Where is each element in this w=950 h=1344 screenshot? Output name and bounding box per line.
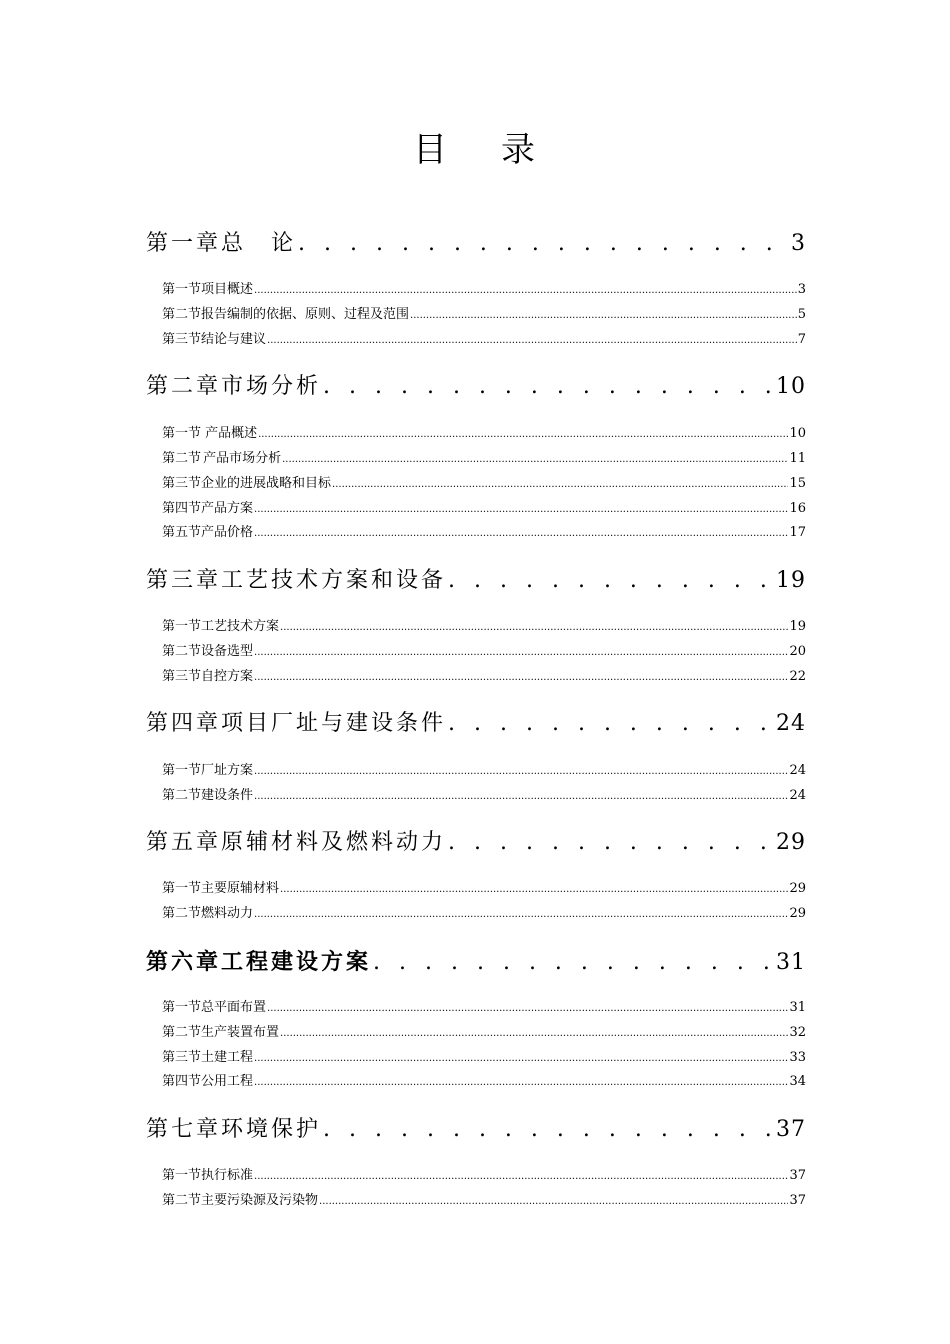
section-entry[interactable] bbox=[162, 642, 806, 663]
dot-leader bbox=[448, 566, 772, 596]
chapter-entry[interactable] bbox=[146, 372, 806, 402]
section-title: 设备选型 bbox=[201, 644, 254, 659]
section-number: 第一节 bbox=[162, 1168, 202, 1183]
section-page: 10 bbox=[789, 426, 806, 441]
section-entry[interactable] bbox=[162, 474, 806, 495]
section-page: 33 bbox=[789, 1050, 806, 1065]
section-page: 22 bbox=[789, 669, 806, 684]
section-entry[interactable] bbox=[162, 1072, 806, 1093]
dot-leader bbox=[254, 524, 788, 544]
section-page: 16 bbox=[789, 501, 806, 516]
dot-leader bbox=[267, 999, 788, 1019]
section-number: 第二节 bbox=[162, 906, 202, 921]
chapter-entry[interactable] bbox=[146, 947, 806, 978]
section-title: 燃料动力 bbox=[201, 906, 254, 921]
section-page: 15 bbox=[789, 476, 806, 491]
section-entry[interactable] bbox=[162, 879, 806, 900]
section-entry[interactable] bbox=[162, 786, 806, 807]
chapter-number: 第六章 bbox=[146, 949, 222, 975]
page-title bbox=[0, 126, 950, 174]
section-entry[interactable] bbox=[162, 761, 806, 782]
chapter-entry[interactable] bbox=[146, 229, 806, 259]
chapter-number: 第五章 bbox=[146, 830, 222, 855]
section-page: 20 bbox=[789, 644, 806, 659]
section-entry[interactable] bbox=[162, 667, 806, 688]
chapter-entry[interactable] bbox=[146, 566, 806, 596]
section-entry[interactable] bbox=[162, 998, 806, 1019]
dot-leader bbox=[373, 948, 772, 978]
chapter-number: 第一章 bbox=[146, 231, 222, 256]
section-number: 第二节 bbox=[162, 1193, 202, 1208]
section-title: 生产装置布置 bbox=[201, 1025, 280, 1040]
section-page: 32 bbox=[789, 1025, 806, 1040]
section-number: 第一节 bbox=[162, 426, 202, 441]
dot-leader bbox=[254, 762, 788, 782]
chapter-title: 工程建设方案 bbox=[221, 949, 372, 975]
section-title: 主要原辅材料 bbox=[201, 881, 280, 896]
section-entry[interactable] bbox=[162, 523, 806, 544]
dot-leader bbox=[280, 880, 788, 900]
section-title: 产品方案 bbox=[201, 501, 254, 516]
chapter-title: 市场分析 bbox=[221, 374, 322, 399]
dot-leader bbox=[258, 425, 788, 445]
title-char-1: 目 bbox=[413, 130, 449, 170]
dot-leader bbox=[254, 787, 788, 807]
dot-leader bbox=[254, 1167, 788, 1187]
chapter-page: 19 bbox=[776, 568, 806, 593]
section-entry[interactable] bbox=[162, 330, 806, 351]
section-number: 第一节 bbox=[162, 619, 202, 634]
section-page: 7 bbox=[797, 332, 806, 347]
section-entry[interactable] bbox=[162, 280, 806, 301]
section-title: 报告编制的依据、原则、过程及范围 bbox=[201, 307, 410, 322]
dot-leader bbox=[254, 643, 788, 663]
dot-leader bbox=[319, 1192, 788, 1212]
chapter-number: 第四章 bbox=[146, 711, 222, 736]
dot-leader bbox=[267, 331, 797, 351]
section-number: 第三节 bbox=[162, 476, 202, 491]
chapter-number: 第三章 bbox=[146, 568, 222, 593]
section-number: 第四节 bbox=[162, 1074, 202, 1089]
section-entry[interactable] bbox=[162, 1166, 806, 1187]
dot-leader bbox=[254, 905, 788, 925]
dot-leader bbox=[254, 1073, 788, 1093]
section-number: 第一节 bbox=[162, 282, 202, 297]
dot-leader bbox=[298, 229, 787, 259]
section-entry[interactable] bbox=[162, 424, 806, 445]
chapter-entry[interactable] bbox=[146, 709, 806, 739]
dot-leader bbox=[254, 500, 788, 520]
section-title: 自控方案 bbox=[201, 669, 254, 684]
dot-leader bbox=[280, 1024, 788, 1044]
section-title: 公用工程 bbox=[201, 1074, 254, 1089]
section-entry[interactable] bbox=[162, 1023, 806, 1044]
dot-leader bbox=[254, 1049, 788, 1069]
section-title: 土建工程 bbox=[201, 1050, 254, 1065]
chapter-page: 24 bbox=[776, 711, 806, 736]
section-number: 第三节 bbox=[162, 1050, 202, 1065]
section-number: 第二节 bbox=[162, 307, 202, 322]
chapter-title: 总 论 bbox=[221, 231, 297, 256]
section-page: 24 bbox=[789, 763, 806, 778]
section-number: 第一节 bbox=[162, 1000, 202, 1015]
title-char-2: 录 bbox=[501, 130, 537, 170]
section-title: 执行标准 bbox=[201, 1168, 254, 1183]
section-number: 第三节 bbox=[162, 332, 202, 347]
chapter-page: 29 bbox=[776, 830, 806, 855]
chapter-page: 3 bbox=[791, 231, 806, 256]
section-entry[interactable] bbox=[162, 305, 806, 326]
dot-leader bbox=[448, 709, 772, 739]
section-number: 第二节 bbox=[162, 644, 202, 659]
chapter-title: 原辅材料及燃料动力 bbox=[221, 830, 447, 855]
chapter-number: 第七章 bbox=[146, 1117, 222, 1142]
section-number: 第四节 bbox=[162, 501, 202, 516]
section-page: 17 bbox=[789, 525, 806, 540]
section-page: 29 bbox=[789, 906, 806, 921]
section-entry[interactable] bbox=[162, 904, 806, 925]
section-page: 34 bbox=[789, 1074, 806, 1089]
section-title: 工艺技术方案 bbox=[201, 619, 280, 634]
section-page: 19 bbox=[789, 619, 806, 634]
dot-leader bbox=[254, 668, 788, 688]
section-number: 第一节 bbox=[162, 763, 202, 778]
section-title: 产品价格 bbox=[201, 525, 254, 540]
section-page: 31 bbox=[789, 1000, 806, 1015]
dot-leader bbox=[332, 475, 788, 495]
section-entry[interactable] bbox=[162, 1048, 806, 1069]
section-title: 产品市场分析 bbox=[203, 451, 282, 466]
section-number: 第五节 bbox=[162, 525, 202, 540]
section-number: 第二节 bbox=[162, 451, 202, 466]
chapter-entry[interactable] bbox=[146, 828, 806, 858]
section-page: 24 bbox=[789, 788, 806, 803]
section-entry[interactable] bbox=[162, 499, 806, 520]
section-page: 3 bbox=[797, 282, 806, 297]
dot-leader bbox=[410, 306, 797, 326]
section-number: 第二节 bbox=[162, 1025, 202, 1040]
chapter-page: 10 bbox=[776, 374, 806, 399]
chapter-title: 环境保护 bbox=[221, 1117, 322, 1142]
dot-leader bbox=[282, 450, 788, 470]
chapter-entry[interactable] bbox=[146, 1115, 806, 1145]
section-number: 第一节 bbox=[162, 881, 202, 896]
section-number: 第二节 bbox=[162, 788, 202, 803]
section-title: 结论与建议 bbox=[201, 332, 267, 347]
section-title: 项目概述 bbox=[201, 282, 254, 297]
section-title: 厂址方案 bbox=[201, 763, 254, 778]
section-page: 37 bbox=[789, 1168, 806, 1183]
section-entry[interactable] bbox=[162, 449, 806, 470]
section-number: 第三节 bbox=[162, 669, 202, 684]
section-entry[interactable] bbox=[162, 617, 806, 638]
chapter-title: 工艺技术方案和设备 bbox=[221, 568, 447, 593]
dot-leader bbox=[254, 281, 797, 301]
section-title: 产品概述 bbox=[205, 426, 258, 441]
section-page: 29 bbox=[789, 881, 806, 896]
chapter-title: 项目厂址与建设条件 bbox=[221, 711, 447, 736]
section-title: 建设条件 bbox=[201, 788, 254, 803]
section-title: 主要污染源及污染物 bbox=[201, 1193, 319, 1208]
dot-leader bbox=[280, 618, 788, 638]
chapter-number: 第二章 bbox=[146, 374, 222, 399]
section-entry[interactable] bbox=[162, 1191, 806, 1212]
dot-leader bbox=[323, 372, 772, 402]
dot-leader bbox=[323, 1115, 772, 1145]
section-page: 5 bbox=[797, 307, 806, 322]
chapter-page: 31 bbox=[776, 950, 806, 975]
chapter-page: 37 bbox=[776, 1117, 806, 1142]
dot-leader bbox=[448, 828, 772, 858]
section-page: 37 bbox=[789, 1193, 806, 1208]
section-page: 11 bbox=[789, 451, 806, 466]
section-title: 企业的进展战略和目标 bbox=[201, 476, 332, 491]
section-title: 总平面布置 bbox=[201, 1000, 267, 1015]
